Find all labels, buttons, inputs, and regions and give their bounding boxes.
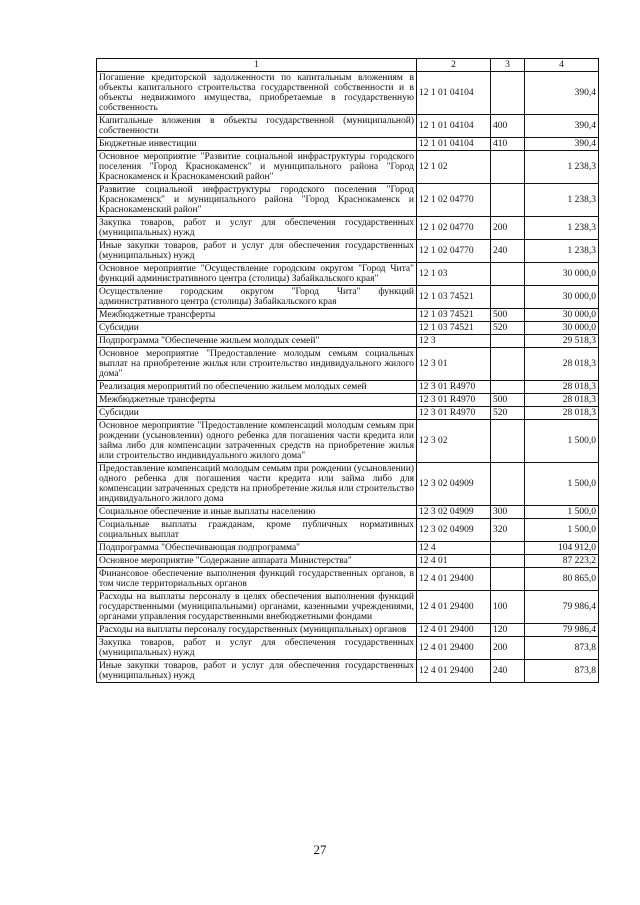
table-row	[97, 348, 599, 381]
row-kvr	[491, 463, 525, 506]
header-col-4: 4	[525, 59, 599, 72]
row-amount: 30 000,0	[525, 263, 599, 286]
row-code: 12 3 02	[417, 420, 491, 463]
table-row	[97, 463, 599, 506]
row-code: 12 3 01 R4970	[417, 407, 491, 420]
row-code: 12 3 01	[417, 348, 491, 381]
row-name: Межбюджетные трансферты	[97, 394, 417, 407]
row-code: 12 1 02 04770	[417, 184, 491, 217]
table-row	[97, 555, 599, 568]
row-kvr	[491, 335, 525, 348]
row-kvr	[491, 72, 525, 115]
row-kvr	[491, 263, 525, 286]
row-kvr	[491, 151, 525, 184]
table-row	[97, 217, 599, 240]
row-kvr	[491, 555, 525, 568]
row-code: 12 3 01 R4970	[417, 381, 491, 394]
row-name: Социальные выплаты гражданам, кроме публичных нормативных социальных выплат	[97, 519, 417, 542]
row-name: Основное мероприятие "Развитие социальной инфраструктуры городского поселения "Город Краснокаменск" и муниципального района "Город Краснокаменск и Краснокаменский район"	[97, 151, 417, 184]
table-header-row	[97, 59, 599, 72]
row-code: 12 3	[417, 335, 491, 348]
row-amount: 104 912,0	[525, 542, 599, 555]
row-amount: 30 000,0	[525, 322, 599, 335]
row-amount: 873,8	[525, 660, 599, 683]
row-name: Основное мероприятие "Осуществление городским округом "Город Чита" функций административного центра (столицы) Забайкальского края"	[97, 263, 417, 286]
row-kvr	[491, 286, 525, 309]
row-amount: 390,4	[525, 72, 599, 115]
row-code: 12 4 01 29400	[417, 637, 491, 660]
row-name: Иные закупки товаров, работ и услуг для обеспечения государственных (муниципальных) нужд	[97, 660, 417, 683]
row-kvr: 520	[491, 322, 525, 335]
row-name: Расходы на выплаты персоналу государственных (муниципальных) органов	[97, 624, 417, 637]
header-col-3: 3	[491, 59, 525, 72]
table-row	[97, 335, 599, 348]
header-col-2: 2	[417, 59, 491, 72]
row-kvr: 500	[491, 309, 525, 322]
row-code: 12 1 03 74521	[417, 286, 491, 309]
row-amount: 79 986,4	[525, 624, 599, 637]
row-code: 12 3 02 04909	[417, 519, 491, 542]
row-code: 12 1 02 04770	[417, 217, 491, 240]
row-name: Основное мероприятие "Содержание аппарата Министерства"	[97, 555, 417, 568]
row-amount: 28 018,3	[525, 381, 599, 394]
row-amount: 28 018,3	[525, 348, 599, 381]
row-code: 12 4 01 29400	[417, 624, 491, 637]
table-row	[97, 519, 599, 542]
row-kvr: 200	[491, 217, 525, 240]
table-row	[97, 624, 599, 637]
table-row	[97, 637, 599, 660]
row-name: Основное мероприятие "Предоставление компенсаций молодым семьям при рождении (усыновлении) одного ребенка для погашения части кредита или займа либо для компенсации затраченных средств на приобретение жилья или строительство индивидуального жилого дома"	[97, 420, 417, 463]
row-amount: 873,8	[525, 637, 599, 660]
row-name: Развитие социальной инфраструктуры городского поселения "Город Краснокаменск" и муниципального района "Город Краснокаменск и Краснокаменский район"	[97, 184, 417, 217]
row-code: 12 1 03	[417, 263, 491, 286]
row-amount: 1 500,0	[525, 420, 599, 463]
row-code: 12 4 01 29400	[417, 591, 491, 624]
row-name: Реализация мероприятий по обеспечению жильем молодых семей	[97, 381, 417, 394]
table-row	[97, 506, 599, 519]
row-name: Подпрограмма "Обеспечение жильем молодых семей"	[97, 335, 417, 348]
row-amount: 1 238,3	[525, 184, 599, 217]
row-code: 12 4	[417, 542, 491, 555]
row-kvr: 200	[491, 637, 525, 660]
table-row	[97, 394, 599, 407]
table-row	[97, 72, 599, 115]
row-name: Межбюджетные трансферты	[97, 309, 417, 322]
header-col-1: 1	[97, 59, 417, 72]
page-number: 27	[313, 842, 327, 857]
row-name: Финансовое обеспечение выполнения функций государственных органов, в том числе территориальных органов	[97, 568, 417, 591]
table-row	[97, 407, 599, 420]
row-amount: 1 500,0	[525, 519, 599, 542]
row-amount: 1 500,0	[525, 463, 599, 506]
table-row	[97, 591, 599, 624]
row-kvr: 320	[491, 519, 525, 542]
row-name: Расходы на выплаты персоналу в целях обеспечения выполнения функций государственными (муниципальными) органами, казенными учреждениями, органами управления государственными внебюджетными фондами	[97, 591, 417, 624]
row-kvr: 500	[491, 394, 525, 407]
row-code: 12 1 03 74521	[417, 309, 491, 322]
row-kvr	[491, 568, 525, 591]
row-amount: 1 238,3	[525, 217, 599, 240]
row-code: 12 1 02 04770	[417, 240, 491, 263]
table-row	[97, 420, 599, 463]
row-name: Иные закупки товаров, работ и услуг для обеспечения государственных (муниципальных) нужд	[97, 240, 417, 263]
row-amount: 1 238,3	[525, 240, 599, 263]
row-kvr: 240	[491, 660, 525, 683]
row-amount: 28 018,3	[525, 394, 599, 407]
row-code: 12 1 01 04104	[417, 72, 491, 115]
row-kvr	[491, 420, 525, 463]
row-code: 12 3 01 R4970	[417, 394, 491, 407]
row-kvr	[491, 348, 525, 381]
table-row	[97, 568, 599, 591]
row-name: Субсидии	[97, 322, 417, 335]
row-name: Социальное обеспечение и иные выплаты населению	[97, 506, 417, 519]
row-name: Подпрограмма "Обеспечивающая подпрограмма"	[97, 542, 417, 555]
row-kvr: 520	[491, 407, 525, 420]
row-name: Погашение кредиторской задолженности по капитальным вложениям в объекты капитального строительства государственной собственности и в объекты недвижимого имущества, приобретаемые в государственную собственность	[97, 72, 417, 115]
table-row	[97, 542, 599, 555]
row-name: Предоставление компенсаций молодым семьям при рождении (усыновлении) одного ребенка для погашения части кредита или займа либо для компенсации затраченных средств на приобретение жилья или строительство индивидуального жилого дома	[97, 463, 417, 506]
row-code: 12 1 01 04104	[417, 115, 491, 138]
row-amount: 80 865,0	[525, 568, 599, 591]
row-amount: 1 238,3	[525, 151, 599, 184]
table-row	[97, 138, 599, 151]
row-name: Капитальные вложения в объекты государственной (муниципальной) собственности	[97, 115, 417, 138]
table-row	[97, 240, 599, 263]
row-amount: 28 018,3	[525, 407, 599, 420]
row-amount: 390,4	[525, 115, 599, 138]
row-kvr: 300	[491, 506, 525, 519]
table-row	[97, 381, 599, 394]
row-amount: 390,4	[525, 138, 599, 151]
row-code: 12 4 01 29400	[417, 568, 491, 591]
row-name: Субсидии	[97, 407, 417, 420]
row-amount: 1 500,0	[525, 506, 599, 519]
table-row	[97, 115, 599, 138]
row-kvr	[491, 184, 525, 217]
row-amount: 79 986,4	[525, 591, 599, 624]
row-code: 12 3 02 04909	[417, 506, 491, 519]
row-name: Закупка товаров, работ и услуг для обеспечения государственных (муниципальных) нужд	[97, 637, 417, 660]
row-kvr: 240	[491, 240, 525, 263]
row-amount: 30 000,0	[525, 286, 599, 309]
row-kvr	[491, 381, 525, 394]
row-name: Осуществление городским округом "Город Чита" функций административного центра (столицы) Забайкальского края	[97, 286, 417, 309]
row-amount: 30 000,0	[525, 309, 599, 322]
row-kvr: 100	[491, 591, 525, 624]
row-amount: 87 223,2	[525, 555, 599, 568]
row-code: 12 4 01	[417, 555, 491, 568]
row-kvr: 410	[491, 138, 525, 151]
table-row	[97, 151, 599, 184]
table-row	[97, 309, 599, 322]
table-body	[97, 72, 599, 683]
row-code: 12 1 02	[417, 151, 491, 184]
table-row	[97, 322, 599, 335]
row-name: Основное мероприятие "Предоставление молодым семьям социальных выплат на приобретение жилья или строительство индивидуального жилого дома"	[97, 348, 417, 381]
table-row	[97, 184, 599, 217]
table-row	[97, 263, 599, 286]
table-row	[97, 660, 599, 683]
row-kvr: 400	[491, 115, 525, 138]
row-kvr: 120	[491, 624, 525, 637]
row-code: 12 1 01 04104	[417, 138, 491, 151]
row-name: Закупка товаров, работ и услуг для обеспечения государственных (муниципальных) нужд	[97, 217, 417, 240]
row-code: 12 3 02 04909	[417, 463, 491, 506]
row-code: 12 4 01 29400	[417, 660, 491, 683]
row-amount: 29 518,3	[525, 335, 599, 348]
row-code: 12 1 03 74521	[417, 322, 491, 335]
table-row	[97, 286, 599, 309]
row-kvr	[491, 542, 525, 555]
row-name: Бюджетные инвестиции	[97, 138, 417, 151]
budget-table	[96, 58, 599, 683]
